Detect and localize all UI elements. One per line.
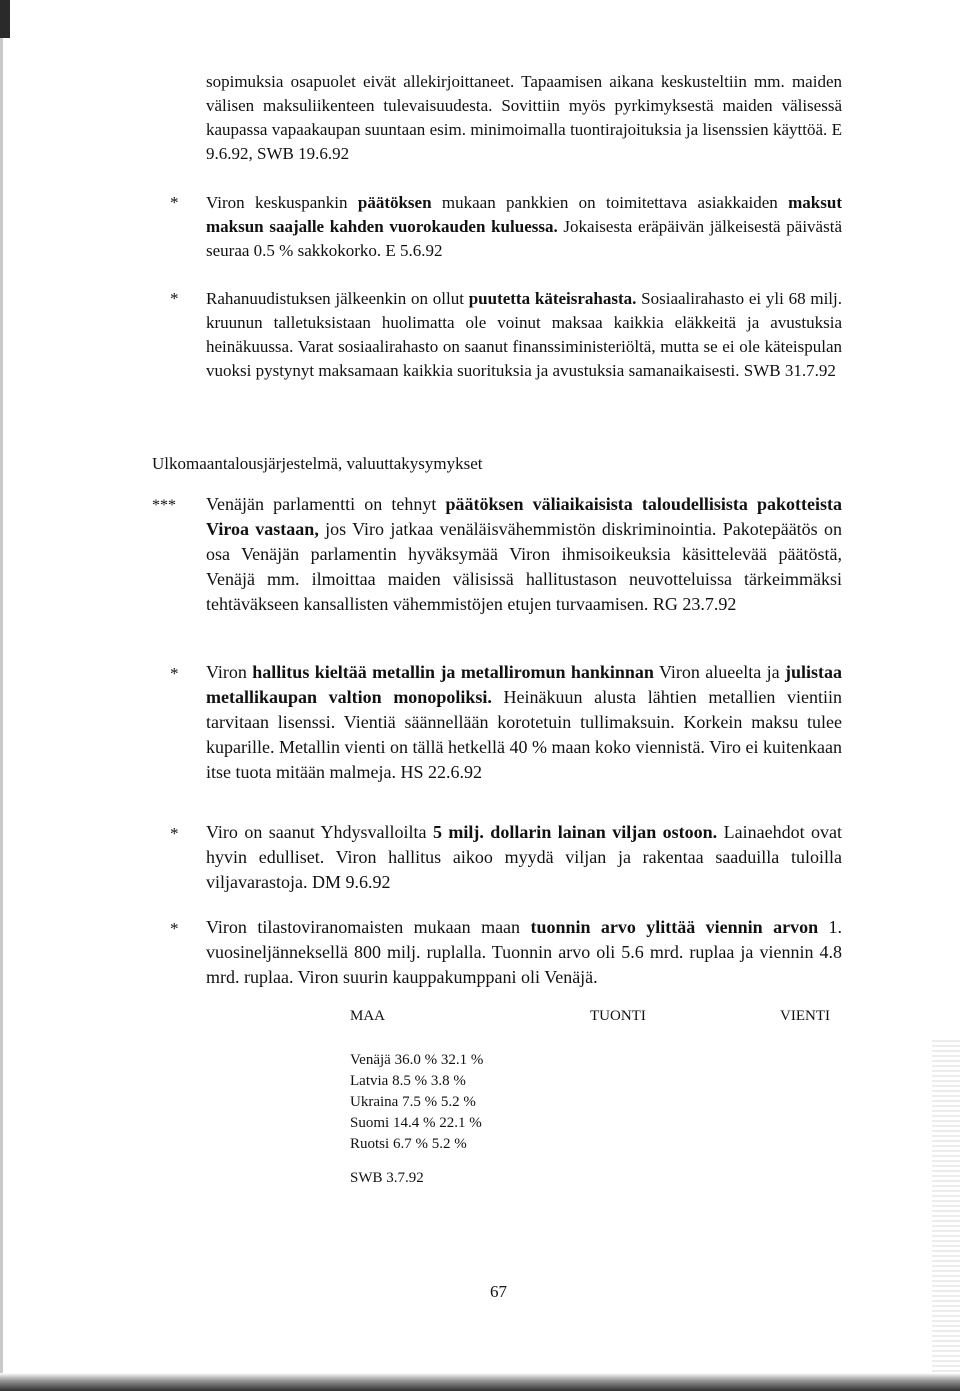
news-item-metal-trade: [206, 660, 842, 785]
column-header-country: MAA: [350, 1008, 386, 1024]
trade-table-body: [350, 1050, 830, 1155]
item-bold-text: maksut maksun saajalle kahden vuorokauden kuluessa.: [206, 193, 842, 236]
intro-text: sopimuksia osapuolet eivät allekirjoittaneet. Tapaamisen aikana keskusteltiin mm. maiden välisen maksuliikenteen tulevaisuudesta. Sovittiin myös pyrkimyksestä maiden välisessä kaupassa vapaakaupan suuntaan esim. minimoimalla tuontirajoituksia ja lisenssien käyttöä. E 9.6.92, SWB 19.6.92: [206, 72, 842, 163]
cell-country: Suomi: [350, 1115, 390, 1131]
bullet-marker: *: [170, 824, 179, 843]
cell-imports: 36.0 %: [394, 1052, 438, 1068]
item-text: Sosiaalirahasto ei yli 68 milj. kruunun talletuksistaan huolimatta ole voinut maksaa kaikkia eläkkeitä ja avustuksia heinäkuussa. Varat sosiaalirahasto on saanut finanssiministeriöltä, mutta se ei ole käteispulan vuoksi pystynyt maksamaan kaikkia suorituksia ja avustuksia samanaikaisesti. SWB 31.7.92: [206, 289, 842, 380]
item-text: Jokaisesta eräpäivän jälkeisestä päivästä seuraa 0.5 % sakkokorko. E 5.6.92: [206, 217, 842, 260]
cell-imports: 14.4 %: [392, 1115, 436, 1131]
table-row: [350, 1050, 830, 1071]
item-text: mukaan pankkien on toimitettava asiakkaiden: [431, 193, 789, 212]
news-item-trade-balance: [206, 915, 842, 990]
cell-exports: 5.2 %: [440, 1094, 476, 1110]
news-item-central-bank: [206, 191, 842, 263]
scan-noise-right: [932, 1040, 960, 1373]
table-source: SWB 3.7.92: [350, 1170, 424, 1186]
table-row: [350, 1134, 830, 1155]
item-text: Venäjän parlamentti on tehnyt: [206, 494, 446, 514]
cell-country: Venäjä: [350, 1052, 391, 1068]
bullet-marker: *: [170, 289, 179, 308]
item-text: 1. vuosineljänneksellä 800 milj. ruplalla. Tuonnin arvo oli 5.6 mrd. ruplaa ja viennin 4.8 mrd. ruplaa. Viron suurin kauppakumppani oli Venäjä.: [206, 917, 843, 987]
table-row: [350, 1071, 830, 1092]
item-text: Viron alueelta ja: [653, 662, 785, 682]
page-number: 67: [490, 1282, 507, 1301]
item-bold-text: puutetta käteisrahasta.: [468, 289, 637, 308]
item-text: Viro on saanut Yhdysvalloilta: [206, 822, 433, 842]
scan-corner-mark: [0, 0, 10, 38]
item-text: jos Viro jatkaa venäläisvähemmistön diskriminointia. Pakotepäätös on osa Venäjän parlamentin hyväksymää Viron ihmisoikeuksia käsittelevää päätöstä, Venäjä mm. ilmoittaa maiden välisissä hallitustason neuvotteluissa tärkeimmäksi tehtäväkseen kansallisten vähemmistöjen etujen turvaamisen. RG 23.7.92: [206, 519, 842, 614]
table-row: [350, 1092, 830, 1113]
bullet-marker: ***: [152, 497, 176, 514]
cell-country: Ukraina: [350, 1094, 399, 1110]
table-row: [350, 1113, 830, 1134]
item-bold-text: 5 milj. dollarin lainan viljan ostoon.: [432, 822, 718, 842]
news-item-us-loan: [206, 820, 842, 895]
bullet-marker: *: [170, 919, 179, 938]
item-bold-text: päätöksen: [357, 193, 432, 212]
news-item-russian-sanctions: [206, 492, 842, 617]
item-text: Viron keskuspankin: [206, 193, 358, 212]
item-bold-text: päätöksen väliaikaisista taloudellisista pakotteista Viroa vastaan,: [206, 494, 842, 539]
bullet-marker: *: [170, 193, 179, 212]
news-item-currency-reform: [206, 287, 842, 383]
cell-imports: 8.5 %: [392, 1073, 428, 1089]
scan-edge-bottom: [0, 1373, 960, 1391]
intro-paragraph: [206, 70, 842, 166]
cell-exports: 5.2 %: [431, 1136, 467, 1152]
bullet-marker: *: [170, 664, 179, 683]
section-heading: Ulkomaantalousjärjestelmä, valuuttakysymykset: [152, 454, 483, 473]
cell-country: Latvia: [350, 1073, 389, 1089]
item-bold-text: tuonnin arvo ylittää viennin arvon: [530, 917, 819, 937]
item-bold-text: hallitus kieltää metallin ja metalliromun hankinnan: [252, 662, 654, 682]
item-bold-text: julistaa metallikaupan valtion monopoliksi.: [206, 662, 842, 707]
scan-edge-left: [0, 0, 3, 1391]
cell-exports: 22.1 %: [439, 1115, 482, 1131]
item-text: Heinäkuun alusta lähtien metallien vientiin tarvitaan lisenssi. Vientiä säännellään korotetuin tullimaksuin. Korkein maksu tulee kuparille. Metallin vienti on tällä hetkellä 40 % maan koko viennistä. Viro ei kuitenkaan itse tuota mitään malmeja. HS 22.6.92: [206, 687, 842, 782]
item-text: Rahanuudistuksen jälkeenkin on ollut: [206, 289, 469, 308]
item-text: Lainaehdot ovat hyvin edulliset. Viron hallitus aikoo myydä viljan ja rakentaa saaduilla tuloilla viljavarastoja. DM 9.6.92: [206, 822, 842, 892]
cell-imports: 7.5 %: [402, 1094, 438, 1110]
column-header-exports: VIENTI: [780, 1008, 830, 1024]
cell-exports: 3.8 %: [430, 1073, 466, 1089]
item-text: Viron tilastoviranomaisten mukaan maan: [206, 917, 531, 937]
item-text: Viron: [206, 662, 253, 682]
cell-imports: 6.7 %: [392, 1136, 428, 1152]
cell-country: Ruotsi: [350, 1136, 390, 1152]
column-header-imports: TUONTI: [590, 1008, 646, 1024]
cell-exports: 32.1 %: [440, 1052, 484, 1068]
